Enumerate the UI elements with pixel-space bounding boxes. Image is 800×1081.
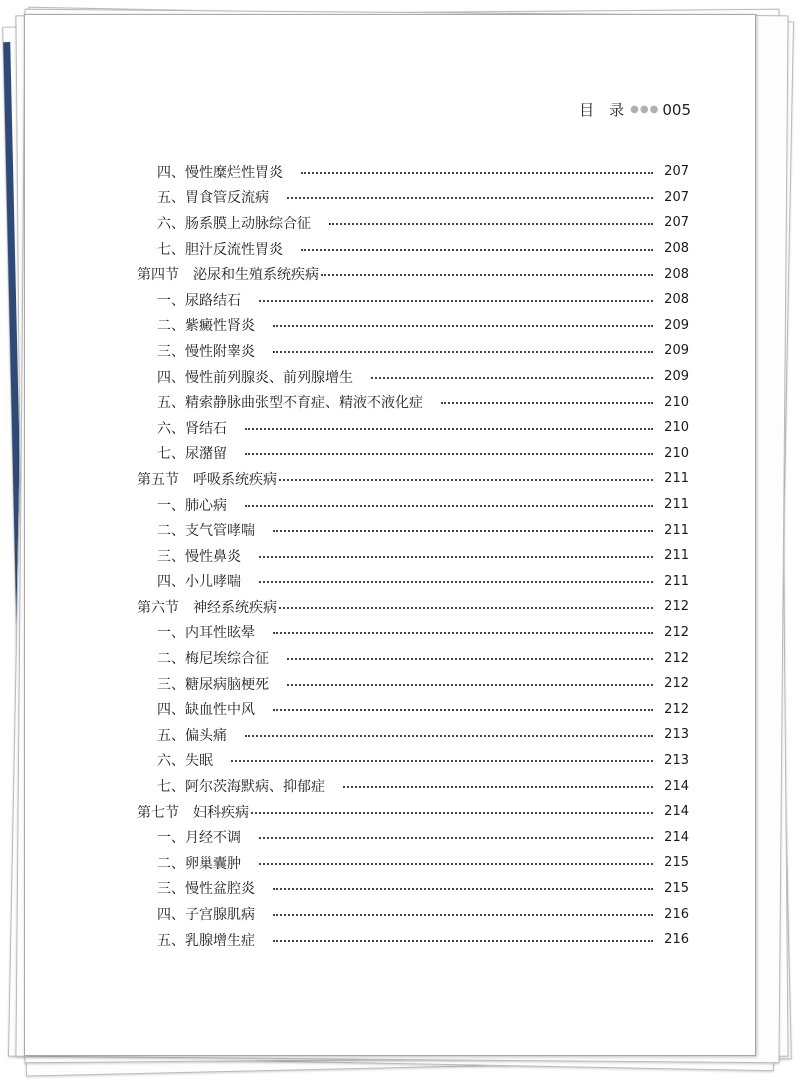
- toc-entry-page-number: 215: [664, 855, 689, 871]
- toc-entry-page-number: 214: [664, 778, 689, 794]
- toc-entry-page-number: 209: [664, 317, 689, 333]
- toc-entry[interactable]: [137, 850, 689, 876]
- dot-leader: [279, 479, 653, 481]
- toc-entry-page-number: 212: [664, 624, 689, 640]
- toc-entry-page-number: 213: [664, 752, 689, 768]
- dot-leader: [441, 402, 653, 404]
- dot-leader: [259, 300, 653, 302]
- toc-entry[interactable]: [137, 824, 689, 850]
- toc-entry-title: 五、精索静脉曲张型不育症、精液不液化症: [157, 395, 423, 412]
- dot-leader: [259, 581, 653, 583]
- toc-entry-title: 四、慢性前列腺炎、前列腺增生: [157, 369, 353, 386]
- toc-entry-page-number: 207: [664, 164, 689, 180]
- dot-leader: [273, 940, 653, 942]
- toc-entry-page-number: 208: [664, 241, 689, 257]
- toc-entry-page-number: 207: [664, 215, 689, 231]
- toc-entry-page-number: 210: [664, 420, 689, 436]
- toc-entry-title: 五、乳腺增生症: [157, 932, 255, 949]
- toc-entry-title: 三、糖尿病脑梗死: [157, 676, 269, 693]
- dot-leader: [273, 888, 653, 890]
- toc-entry[interactable]: [137, 901, 689, 927]
- toc-entry-title: 四、缺血性中风: [157, 702, 255, 719]
- toc-entry-title: 四、慢性糜烂性胃炎: [157, 164, 283, 181]
- dot-leader: [245, 505, 653, 507]
- toc-entry-page-number: 215: [664, 880, 689, 896]
- toc-entry-title: 六、肠系膜上动脉综合征: [157, 215, 311, 232]
- toc-entry-title: 二、紫癜性肾炎: [157, 318, 255, 335]
- dot-leader: [259, 837, 653, 839]
- dot-leader: [245, 453, 653, 455]
- toc-entry-page-number: 211: [664, 548, 689, 564]
- toc-entry[interactable]: [137, 415, 689, 441]
- toc-entry-page-number: 208: [664, 266, 689, 282]
- dot-leader: [321, 274, 653, 276]
- toc-entry-title: 二、支气管哮喘: [157, 523, 255, 540]
- toc-entry[interactable]: [137, 313, 689, 339]
- toc-entry[interactable]: [137, 441, 689, 467]
- toc-entry-title: 七、尿潴留: [157, 446, 227, 463]
- dot-leader: [273, 914, 653, 916]
- dot-leader: [279, 607, 653, 609]
- dot-leader: [245, 428, 653, 430]
- toc-entry-page-number: 210: [664, 445, 689, 461]
- dot-leader: [245, 735, 653, 737]
- dot-leader: [251, 812, 653, 814]
- toc-entry[interactable]: [137, 492, 689, 518]
- toc-entry[interactable]: [137, 620, 689, 646]
- toc-entry[interactable]: [137, 159, 689, 185]
- dot-leader: [259, 556, 653, 558]
- toc-entry-title: 一、尿路结石: [157, 292, 241, 309]
- toc-entry[interactable]: [137, 287, 689, 313]
- page-header: [579, 99, 691, 120]
- toc-section-entry[interactable]: [137, 261, 689, 287]
- toc-page: [24, 14, 756, 1056]
- dot-leader: [287, 197, 653, 199]
- toc-section-entry[interactable]: [137, 799, 689, 825]
- toc-entry[interactable]: [137, 645, 689, 671]
- toc-entry-page-number: 212: [664, 676, 689, 692]
- toc-entry[interactable]: [137, 389, 689, 415]
- toc-entry-page-number: 209: [664, 369, 689, 385]
- header-page-number: 005: [662, 100, 691, 119]
- toc-entry-title: 第七节 妇科疾病: [137, 804, 249, 821]
- dot-leader: [273, 351, 653, 353]
- toc-section-entry[interactable]: [137, 466, 689, 492]
- toc-entry-title: 六、肾结石: [157, 420, 227, 437]
- toc-entry[interactable]: [137, 517, 689, 543]
- toc-entry[interactable]: [137, 569, 689, 595]
- toc-entry-title: 一、肺心病: [157, 497, 227, 514]
- toc-entry-title: 二、卵巢囊肿: [157, 855, 241, 872]
- toc-entry-page-number: 211: [664, 573, 689, 589]
- toc-entry-title: 一、内耳性眩晕: [157, 625, 255, 642]
- toc-entry[interactable]: [137, 236, 689, 262]
- toc-entry-page-number: 207: [664, 189, 689, 205]
- dot-leader: [287, 658, 653, 660]
- toc-entry-title: 七、胆汁反流性胃炎: [157, 241, 283, 258]
- toc-entry-title: 二、梅尼埃综合征: [157, 651, 269, 668]
- toc-entry-title: 五、胃食管反流病: [157, 190, 269, 207]
- toc-entry-page-number: 211: [664, 497, 689, 513]
- dot-leader: [273, 709, 653, 711]
- toc-entry-title: 三、慢性附睾炎: [157, 343, 255, 360]
- toc-entry-title: 一、月经不调: [157, 830, 241, 847]
- toc-entry-page-number: 208: [664, 292, 689, 308]
- toc-entry-title: 三、慢性盆腔炎: [157, 881, 255, 898]
- toc-entry-page-number: 212: [664, 701, 689, 717]
- toc-entry[interactable]: [137, 748, 689, 774]
- toc-entry[interactable]: [137, 338, 689, 364]
- toc-entry-title: 五、偏头痛: [157, 727, 227, 744]
- dot-leader: [273, 632, 653, 634]
- toc-entry[interactable]: [137, 722, 689, 748]
- toc-entry-title: 第五节 呼吸系统疾病: [137, 471, 277, 488]
- toc-entry-page-number: 212: [664, 599, 689, 615]
- toc-entry-page-number: 213: [664, 727, 689, 743]
- toc-entry-page-number: 216: [664, 932, 689, 948]
- toc-entry-title: 四、小儿哮喘: [157, 574, 241, 591]
- toc-entry[interactable]: [137, 364, 689, 390]
- dot-leader: [231, 760, 653, 762]
- dot-leader: [343, 786, 653, 788]
- toc-entry[interactable]: [137, 696, 689, 722]
- dot-leader: [259, 863, 653, 865]
- toc-entry-title: 第六节 神经系统疾病: [137, 599, 277, 616]
- toc-entry[interactable]: [137, 671, 689, 697]
- header-title: 目 录: [579, 101, 625, 119]
- toc-entry-page-number: 210: [664, 394, 689, 410]
- toc-entry[interactable]: [137, 927, 689, 953]
- toc-entry-title: 四、子宫腺肌病: [157, 907, 255, 924]
- table-of-contents: [137, 159, 689, 952]
- toc-entry[interactable]: [137, 773, 689, 799]
- toc-entry-page-number: 209: [664, 343, 689, 359]
- toc-entry-title: 三、慢性鼻炎: [157, 548, 241, 565]
- toc-entry-page-number: 211: [664, 471, 689, 487]
- toc-entry-page-number: 212: [664, 650, 689, 666]
- dot-leader: [301, 172, 653, 174]
- toc-entry[interactable]: [137, 543, 689, 569]
- toc-entry[interactable]: [137, 876, 689, 902]
- toc-entry-title: 第四节 泌尿和生殖系统疾病: [137, 267, 319, 284]
- toc-entry-page-number: 211: [664, 522, 689, 538]
- toc-entry-page-number: 214: [664, 829, 689, 845]
- toc-entry-page-number: 216: [664, 906, 689, 922]
- dot-leader: [371, 377, 653, 379]
- toc-entry-page-number: 214: [664, 804, 689, 820]
- dot-leader: [273, 530, 653, 532]
- dot-leader: [287, 684, 653, 686]
- toc-entry-title: 六、失眠: [157, 753, 213, 770]
- toc-entry[interactable]: [137, 185, 689, 211]
- dot-leader: [301, 249, 653, 251]
- header-dots-icon: ●●●: [630, 104, 660, 115]
- toc-entry[interactable]: [137, 210, 689, 236]
- dot-leader: [329, 223, 653, 225]
- toc-section-entry[interactable]: [137, 594, 689, 620]
- toc-entry-title: 七、阿尔茨海默病、抑郁症: [157, 779, 325, 796]
- dot-leader: [273, 325, 653, 327]
